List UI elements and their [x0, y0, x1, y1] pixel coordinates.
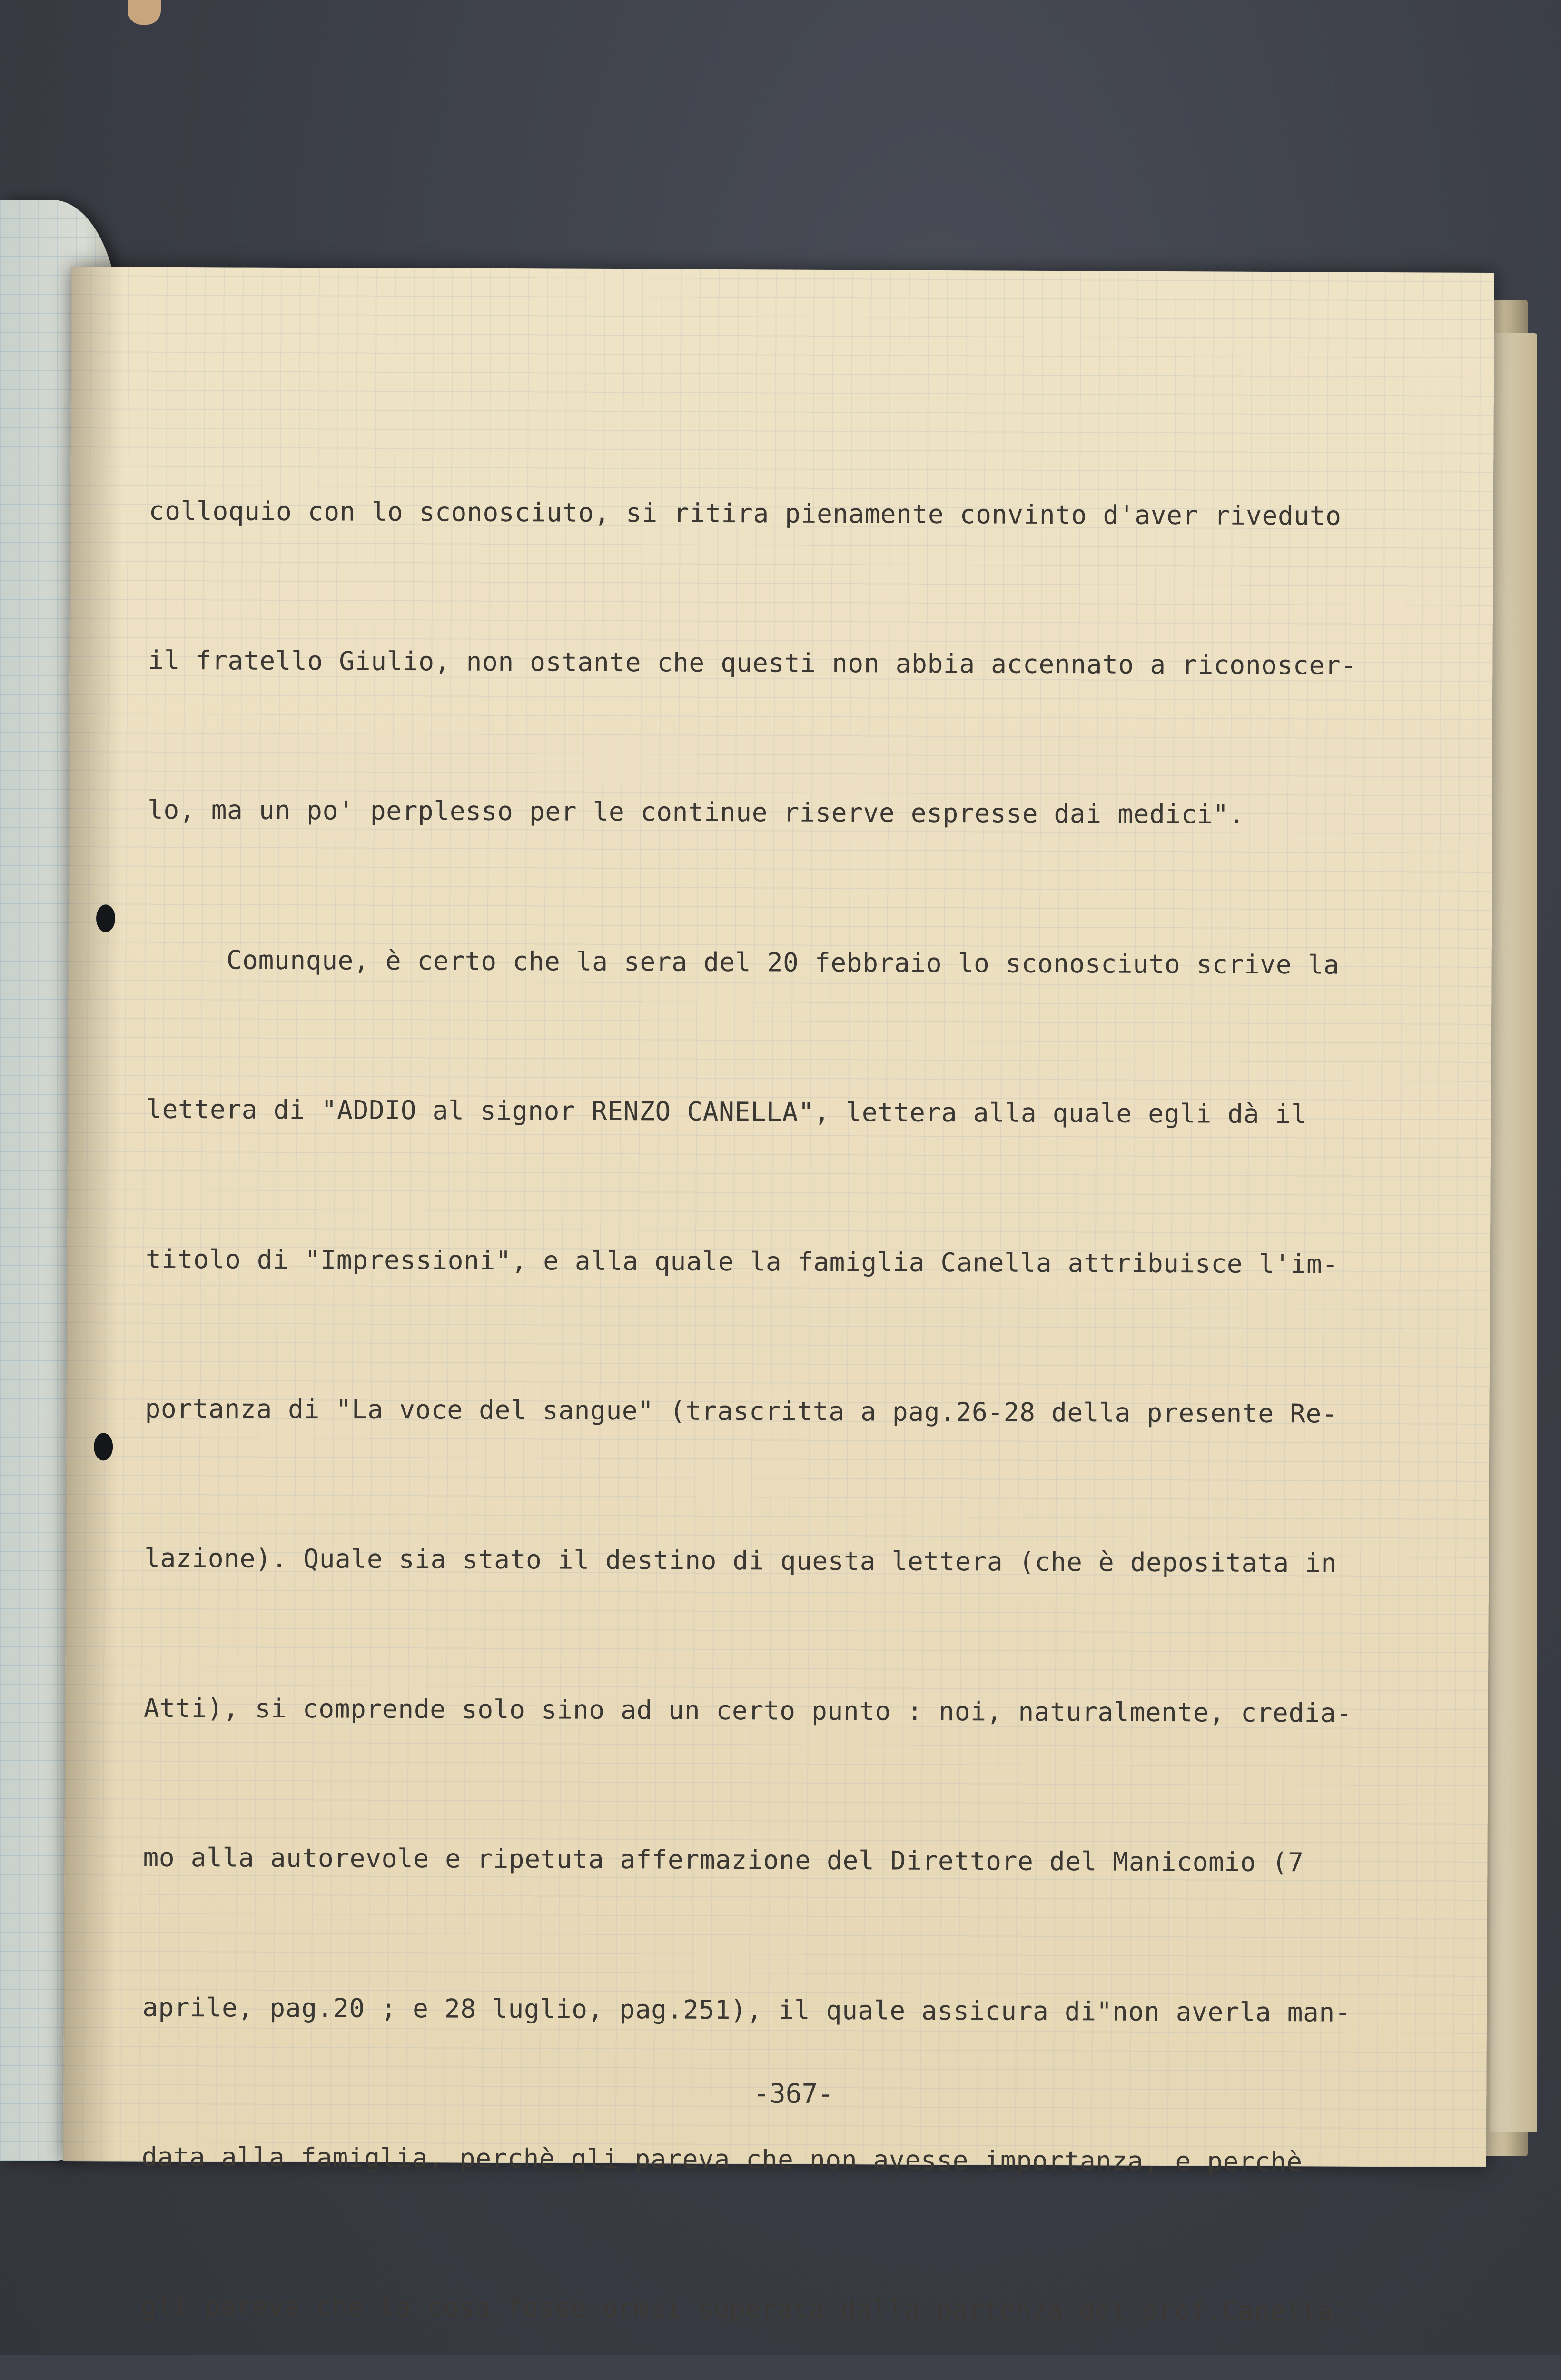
- page-number: -367-: [753, 2078, 834, 2110]
- page-binding-shadow: [63, 267, 124, 2161]
- text-line: lettera di "ADDIO al signor RENZO CANELLA", lettera alla quale egli dà il: [146, 1093, 1307, 1130]
- text-line: lo, ma un po' perplesso per le continue riserve espresse dai medici".: [147, 794, 1245, 830]
- text-line: Comunque, è certo che la sera del 20 febbraio lo sconosciuto scrive la: [147, 944, 1340, 980]
- text-line: lazione). Quale sia stato il destino di questa lettera (che è depositata in: [144, 1543, 1337, 1578]
- text-line: aprile, pag.20 ; e 28 luglio, pag.251), il quale assicura di"non averla man-: [142, 1992, 1351, 2028]
- text-line: data alla famiglia, perchè gli pareva che non avesse importanza, e perchè: [141, 2141, 1303, 2177]
- text-line: gli pareva che la cosa fosse ormai superata dalla partenza del prof.Canella".: [141, 2291, 1366, 2327]
- text-line: titolo di "Impressioni", e alla quale la famiglia Canella attribuisce l'im-: [145, 1243, 1338, 1279]
- punch-hole-lower: [94, 1433, 113, 1460]
- typewritten-page: [63, 267, 1494, 2327]
- text-line: il fratello Giulio, non ostante che questi non abbia accennato a riconoscer-: [148, 645, 1357, 681]
- binder-pin: [128, 0, 161, 25]
- text-line: colloquio con lo sconosciuto, si ritira pienamente convinto d'aver riveduto: [148, 495, 1342, 531]
- underlying-sheets-edge: [1490, 333, 1537, 2132]
- text-line: Atti), si comprende solo sino ad un certo punto : noi, naturalmente, credia-: [143, 1692, 1353, 1728]
- punch-hole-upper: [96, 904, 115, 932]
- text-line: mo alla autorevole e ripetuta affermazione del Direttore del Manicomio (7: [143, 1842, 1304, 1878]
- text-line: portanza di "La voce del sangue" (trascritta a pag.26-28 della presente Re-: [145, 1393, 1338, 1429]
